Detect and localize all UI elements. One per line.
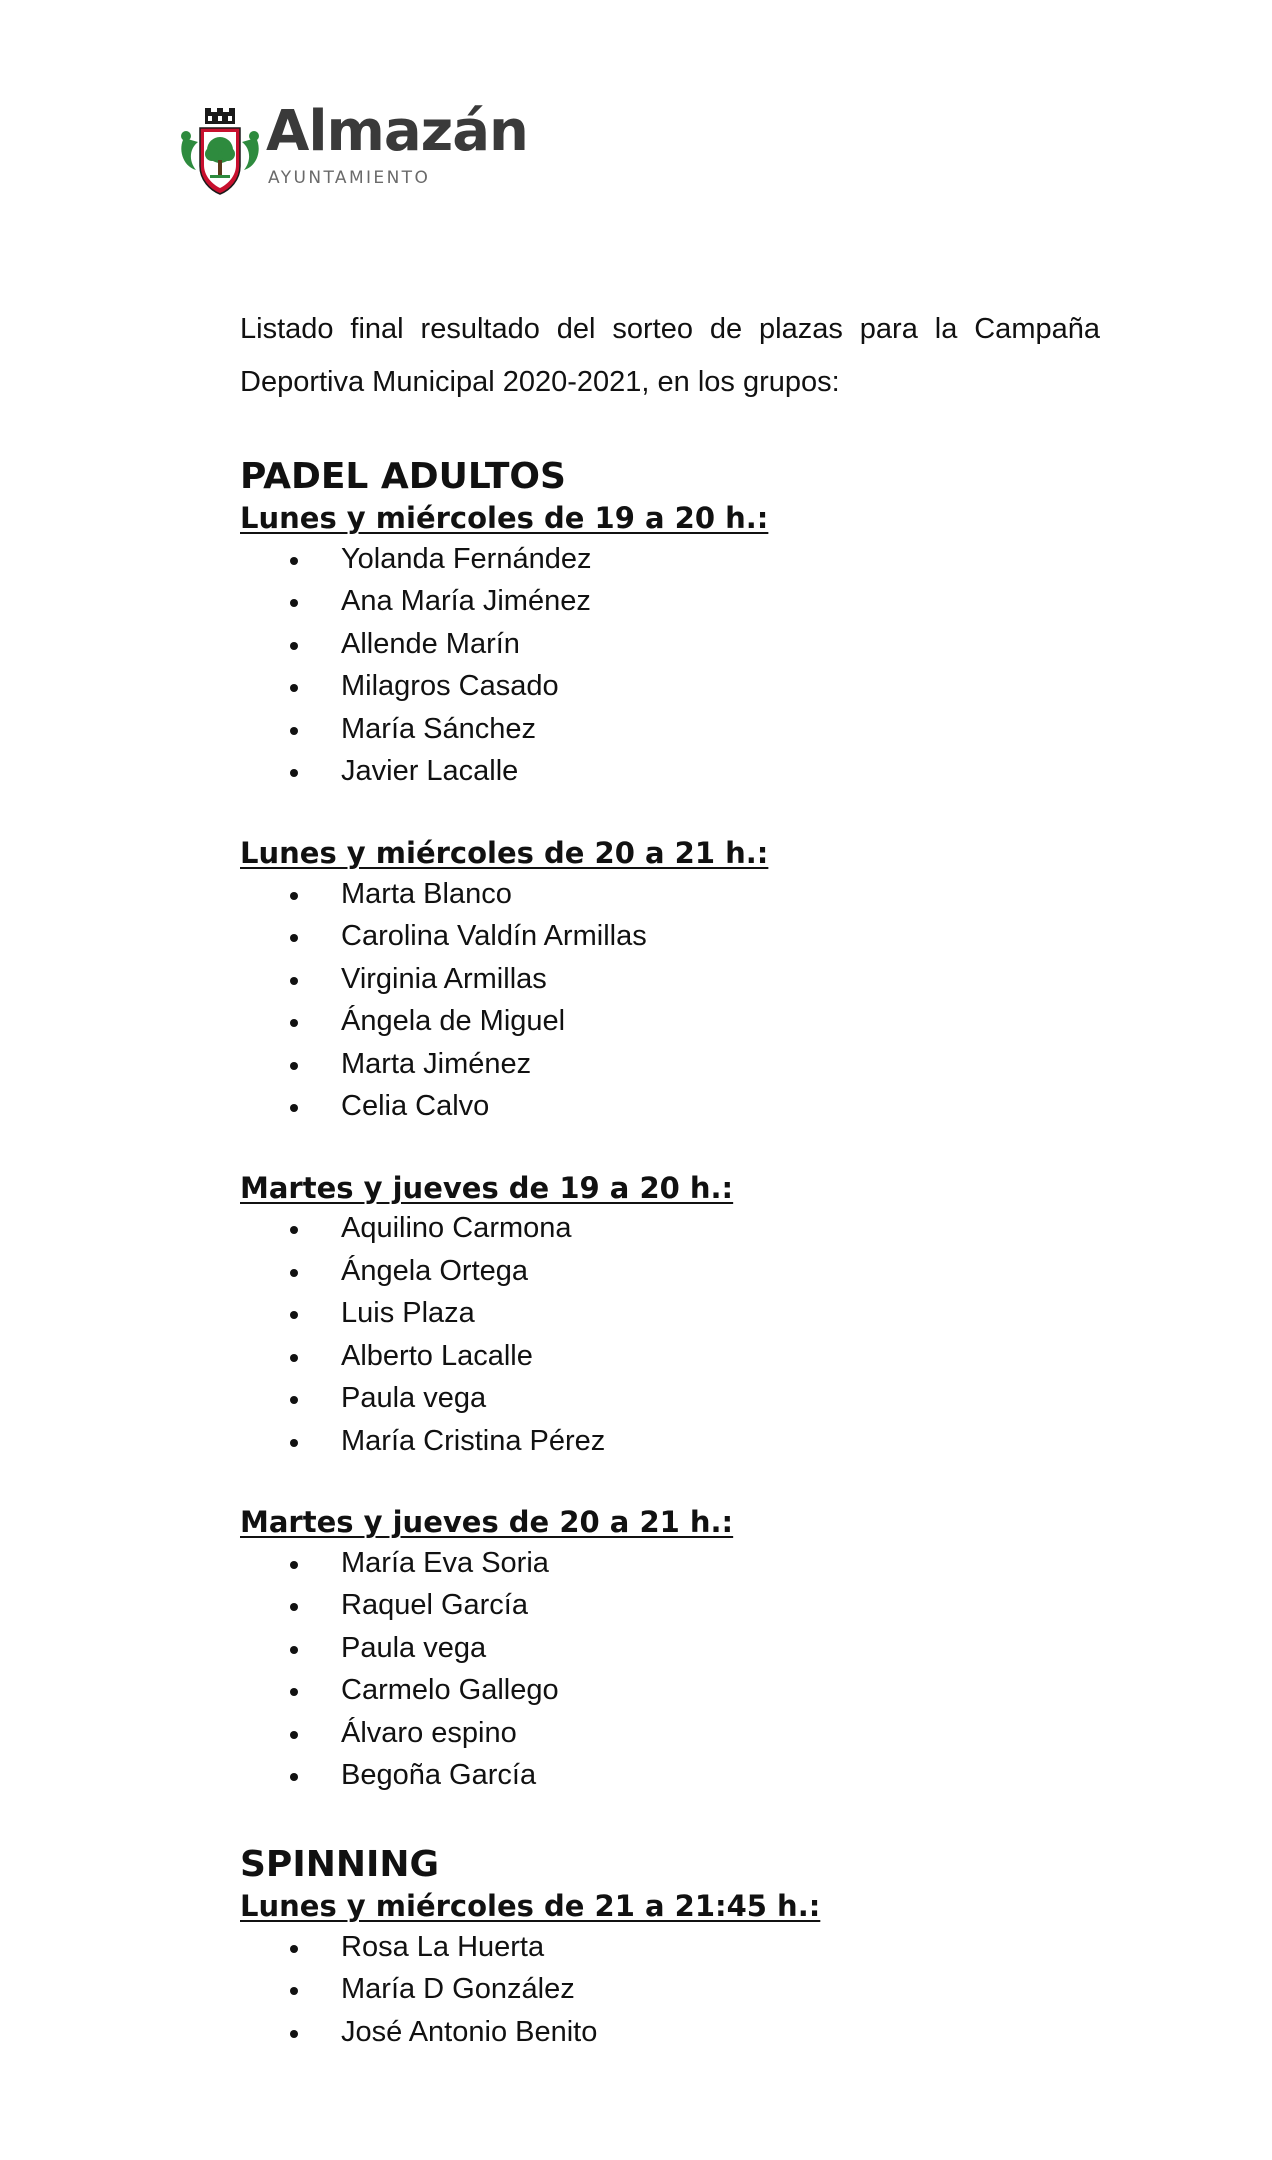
bullet-icon bbox=[290, 1773, 298, 1781]
section-title-spinning: SPINNING bbox=[240, 1843, 440, 1885]
participant-name: María Cristina Pérez bbox=[341, 1424, 606, 1457]
bullet-icon bbox=[290, 1396, 298, 1404]
list-item bbox=[240, 750, 1100, 793]
participant-name: María Sánchez bbox=[341, 712, 537, 745]
participant-name: María D González bbox=[341, 1973, 575, 2006]
logo-name: Almazán bbox=[266, 99, 528, 164]
participant-list bbox=[240, 1542, 1100, 1797]
participant-name: Ángela de Miguel bbox=[341, 1005, 566, 1038]
list-item bbox=[240, 1669, 1100, 1712]
section-title-padel: PADEL ADULTOS bbox=[240, 456, 566, 497]
list-item bbox=[240, 1292, 1100, 1335]
bullet-icon bbox=[290, 1354, 298, 1362]
list-item bbox=[240, 1000, 1100, 1043]
list-item bbox=[240, 873, 1100, 916]
bullet-icon bbox=[290, 1987, 298, 1995]
list-item bbox=[240, 1420, 1100, 1463]
participant-name: Celia Calvo bbox=[341, 1090, 490, 1123]
list-item bbox=[240, 1926, 1100, 1969]
bullet-icon bbox=[290, 1104, 298, 1112]
participant-name: Paula vega bbox=[341, 1631, 487, 1664]
bullet-icon bbox=[290, 642, 298, 650]
schedule-heading: Lunes y miércoles de 21 a 21:45 h.: bbox=[240, 1889, 821, 1924]
list-item bbox=[240, 1335, 1100, 1378]
list-item bbox=[240, 2011, 1100, 2054]
list-item bbox=[240, 538, 1100, 581]
participant-name: José Antonio Benito bbox=[341, 2015, 598, 2048]
list-item bbox=[240, 1542, 1100, 1585]
participant-list bbox=[240, 538, 1100, 793]
bullet-icon bbox=[290, 684, 298, 692]
bullet-icon bbox=[290, 1688, 298, 1696]
list-item bbox=[240, 1968, 1100, 2011]
bullet-icon bbox=[290, 892, 298, 900]
logo-subtitle: AYUNTAMIENTO bbox=[268, 168, 431, 188]
bullet-icon bbox=[290, 557, 298, 565]
participant-name: Rosa La Huerta bbox=[341, 1930, 545, 1963]
participant-name: Álvaro espino bbox=[341, 1716, 517, 1749]
participant-name: Javier Lacalle bbox=[341, 755, 519, 788]
bullet-icon bbox=[290, 2030, 298, 2038]
participant-name: Marta Jiménez bbox=[341, 1047, 532, 1080]
participant-name: Raquel García bbox=[341, 1589, 528, 1622]
bullet-icon bbox=[290, 1646, 298, 1654]
bullet-icon bbox=[290, 1439, 298, 1447]
participant-name: María Eva Soria bbox=[341, 1546, 549, 1579]
schedule-heading: Lunes y miércoles de 19 a 20 h.: bbox=[240, 501, 769, 536]
bullet-icon bbox=[290, 1561, 298, 1569]
list-item bbox=[240, 958, 1100, 1001]
intro-paragraph: Listado final resultado del sorteo de plazas para la Campaña Deportiva Municipal 2020-2021, en los grupos: bbox=[240, 313, 1100, 398]
list-item bbox=[240, 708, 1100, 751]
participant-name: Begoña García bbox=[341, 1759, 537, 1792]
participant-name: Aquilino Carmona bbox=[341, 1212, 572, 1245]
bullet-icon bbox=[290, 1269, 298, 1277]
participant-name: Ana María Jiménez bbox=[341, 585, 591, 618]
participant-list bbox=[240, 1926, 1100, 2054]
bullet-icon bbox=[290, 1226, 298, 1234]
bullet-icon bbox=[290, 1311, 298, 1319]
bullet-icon bbox=[290, 1945, 298, 1953]
participant-name: Alberto Lacalle bbox=[341, 1339, 533, 1372]
schedule-heading: Martes y jueves de 20 a 21 h.: bbox=[240, 1505, 734, 1540]
list-item bbox=[240, 915, 1100, 958]
document-body bbox=[240, 303, 1100, 2053]
participant-name: Paula vega bbox=[341, 1382, 487, 1415]
list-item bbox=[240, 665, 1100, 708]
list-item bbox=[240, 580, 1100, 623]
schedule-heading: Lunes y miércoles de 20 a 21 h.: bbox=[240, 835, 769, 870]
list-item bbox=[240, 1250, 1100, 1293]
list-item bbox=[240, 1584, 1100, 1627]
participant-name: Ángela Ortega bbox=[341, 1254, 529, 1287]
bullet-icon bbox=[290, 769, 298, 777]
bullet-icon bbox=[290, 1019, 298, 1027]
participant-name: Allende Marín bbox=[341, 627, 520, 660]
bullet-icon bbox=[290, 1062, 298, 1070]
bullet-icon bbox=[290, 977, 298, 985]
participant-list bbox=[240, 873, 1100, 1128]
list-item bbox=[240, 1207, 1100, 1250]
ayuntamiento-logo bbox=[178, 99, 528, 198]
list-item bbox=[240, 1627, 1100, 1670]
bullet-icon bbox=[290, 727, 298, 735]
participant-list bbox=[240, 1207, 1100, 1462]
participant-name: Carolina Valdín Armillas bbox=[341, 920, 647, 953]
list-item bbox=[240, 1754, 1100, 1797]
participant-name: Carmelo Gallego bbox=[341, 1674, 559, 1707]
bullet-icon bbox=[290, 599, 298, 607]
coat-of-arms-icon bbox=[178, 108, 262, 196]
bullet-icon bbox=[290, 934, 298, 942]
participant-name: Virginia Armillas bbox=[341, 962, 547, 995]
participant-name: Milagros Casado bbox=[341, 670, 559, 703]
list-item bbox=[240, 1085, 1100, 1128]
list-item bbox=[240, 623, 1100, 666]
list-item bbox=[240, 1377, 1100, 1420]
participant-name: Yolanda Fernández bbox=[341, 542, 592, 575]
list-item bbox=[240, 1712, 1100, 1755]
schedule-heading: Martes y jueves de 19 a 20 h.: bbox=[240, 1170, 734, 1205]
bullet-icon bbox=[290, 1603, 298, 1611]
participant-name: Luis Plaza bbox=[341, 1297, 475, 1330]
bullet-icon bbox=[290, 1731, 298, 1739]
list-item bbox=[240, 1043, 1100, 1086]
participant-name: Marta Blanco bbox=[341, 877, 512, 910]
